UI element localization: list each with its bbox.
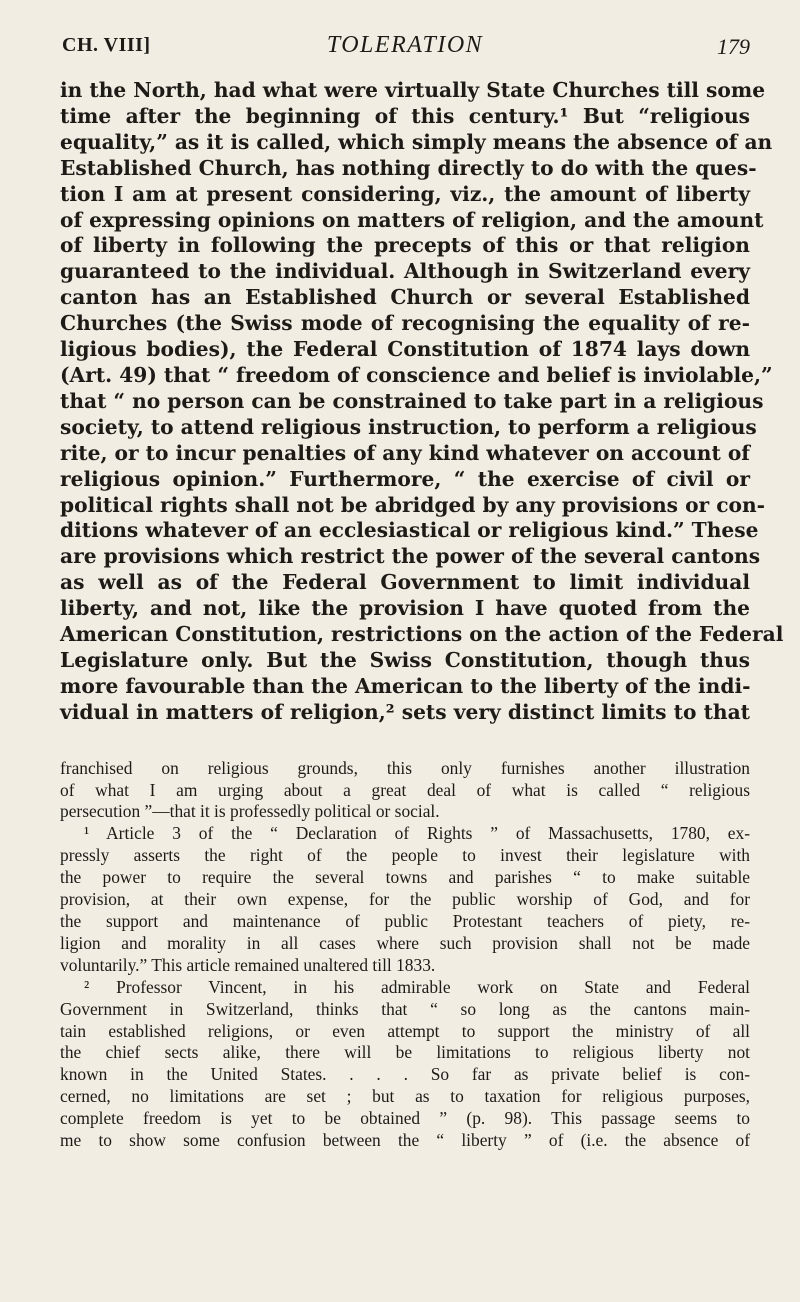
body-line: of expressing opinions on matters of religion, and the amount [60,207,764,232]
body-line: guaranteed to the individual. Although in Switzerland every [60,259,750,284]
footnote-line: persecution ”—that it is professedly political or social. [60,801,440,822]
body-line: (Art. 49) that “ freedom of conscience and belief is inviolable,” [60,362,773,387]
footnote-line: of what I am urging about a great deal of what is called “ religious [60,779,750,800]
footnote-line: ¹ Article 3 of the “ Declaration of Rights ” of Massachusetts, 1780, ex- [84,823,750,844]
body-line: are provisions which restrict the power of the several cantons [60,544,761,569]
body-line: American Constitution, restrictions on the action of the Federal [60,622,784,647]
body-line: that “ no person can be constrained to take part in a religious [60,388,764,413]
footnote-line: the support and maintenance of public Protestant teachers of piety, re- [60,911,750,931]
body-line: tion I am at present considering, viz., the amount of liberty [60,181,750,206]
body-line: Churches (the Swiss mode of recognising the equality of re- [60,311,750,336]
body-line: canton has an Established Church or several Established [60,285,750,310]
main-text [60,78,784,726]
footnote-line: complete freedom is yet to be obtained ” (p. 98). This passage seems to [60,1108,750,1129]
body-line: society, to attend religious instruction, to perform a religious [60,414,757,439]
footnote-line: known in the United States. . . . So far as private belief is con- [60,1064,750,1085]
footnote-line: ligion and morality in all cases where such provision shall not be made [60,932,750,953]
book-page [60,30,784,1152]
body-line: religious opinion.” Furthermore, “ the exercise of civil or [60,466,750,491]
body-line: liberty, and not, like the provision I have quoted from the [60,596,750,621]
footnote-line: the power to require the several towns and parishes “ to make suitable [60,867,750,888]
body-line: ligious bodies), the Federal Constitution of 1874 lays down [60,337,750,362]
footnote-line: provision, at their own expense, for the public worship of God, and for [60,889,750,910]
footnote-line: cerned, no limitations are set ; but as to taxation for religious purposes, [60,1086,750,1107]
chapter-label: CH. VIII] [62,34,151,56]
body-line: political rights shall not be abridged by any provisions or con- [60,492,766,517]
body-line: equality,” as it is called, which simply means the absence of an [60,129,773,154]
footnote-line: the chief sects alike, there will be limitations to religious liberty not [60,1042,750,1063]
body-line: ditions whatever of an ecclesiastical or religious kind.” These [60,518,759,543]
body-line: time after the beginning of this century.¹ But “religious [60,103,750,128]
footnote-line: me to show some confusion between the “ liberty ” of (i.e. the absence of [60,1130,750,1151]
body-line: as well as of the Federal Government to limit individual [60,570,750,595]
body-line: Legislature only. But the Swiss Constitution, though thus [60,647,750,672]
body-line: Established Church, has nothing directly to do with the ques- [60,155,757,180]
body-line: more favourable than the American to the liberty of the indi- [60,673,751,698]
body-line: of liberty in following the precepts of this or that religion [60,233,750,258]
footnote-line: Government in Switzerland, thinks that “ so long as the cantons main- [60,998,750,1019]
footnotes [60,758,750,1152]
footnote-line: franchised on religious grounds, this only furnishes another illustration [60,757,750,778]
body-line: vidual in matters of religion,² sets very distinct limits to that [60,699,750,724]
footnote-line: tain established religions, or even attempt to support the ministry of all [60,1020,750,1041]
footnote-line: voluntarily.” This article remained unaltered till 1833. [60,954,436,975]
running-head [60,30,750,70]
body-line: rite, or to incur penalties of any kind whatever on account of [60,440,750,465]
footnote-line: ² Professor Vincent, in his admirable work on State and Federal [84,976,750,997]
body-line: in the North, had what were virtually State Churches till some [60,78,766,102]
page-number: 179 [717,34,750,59]
footnote-line: pressly asserts the right of the people to invest their legislature with [60,845,750,866]
running-title: TOLERATION [326,32,484,58]
